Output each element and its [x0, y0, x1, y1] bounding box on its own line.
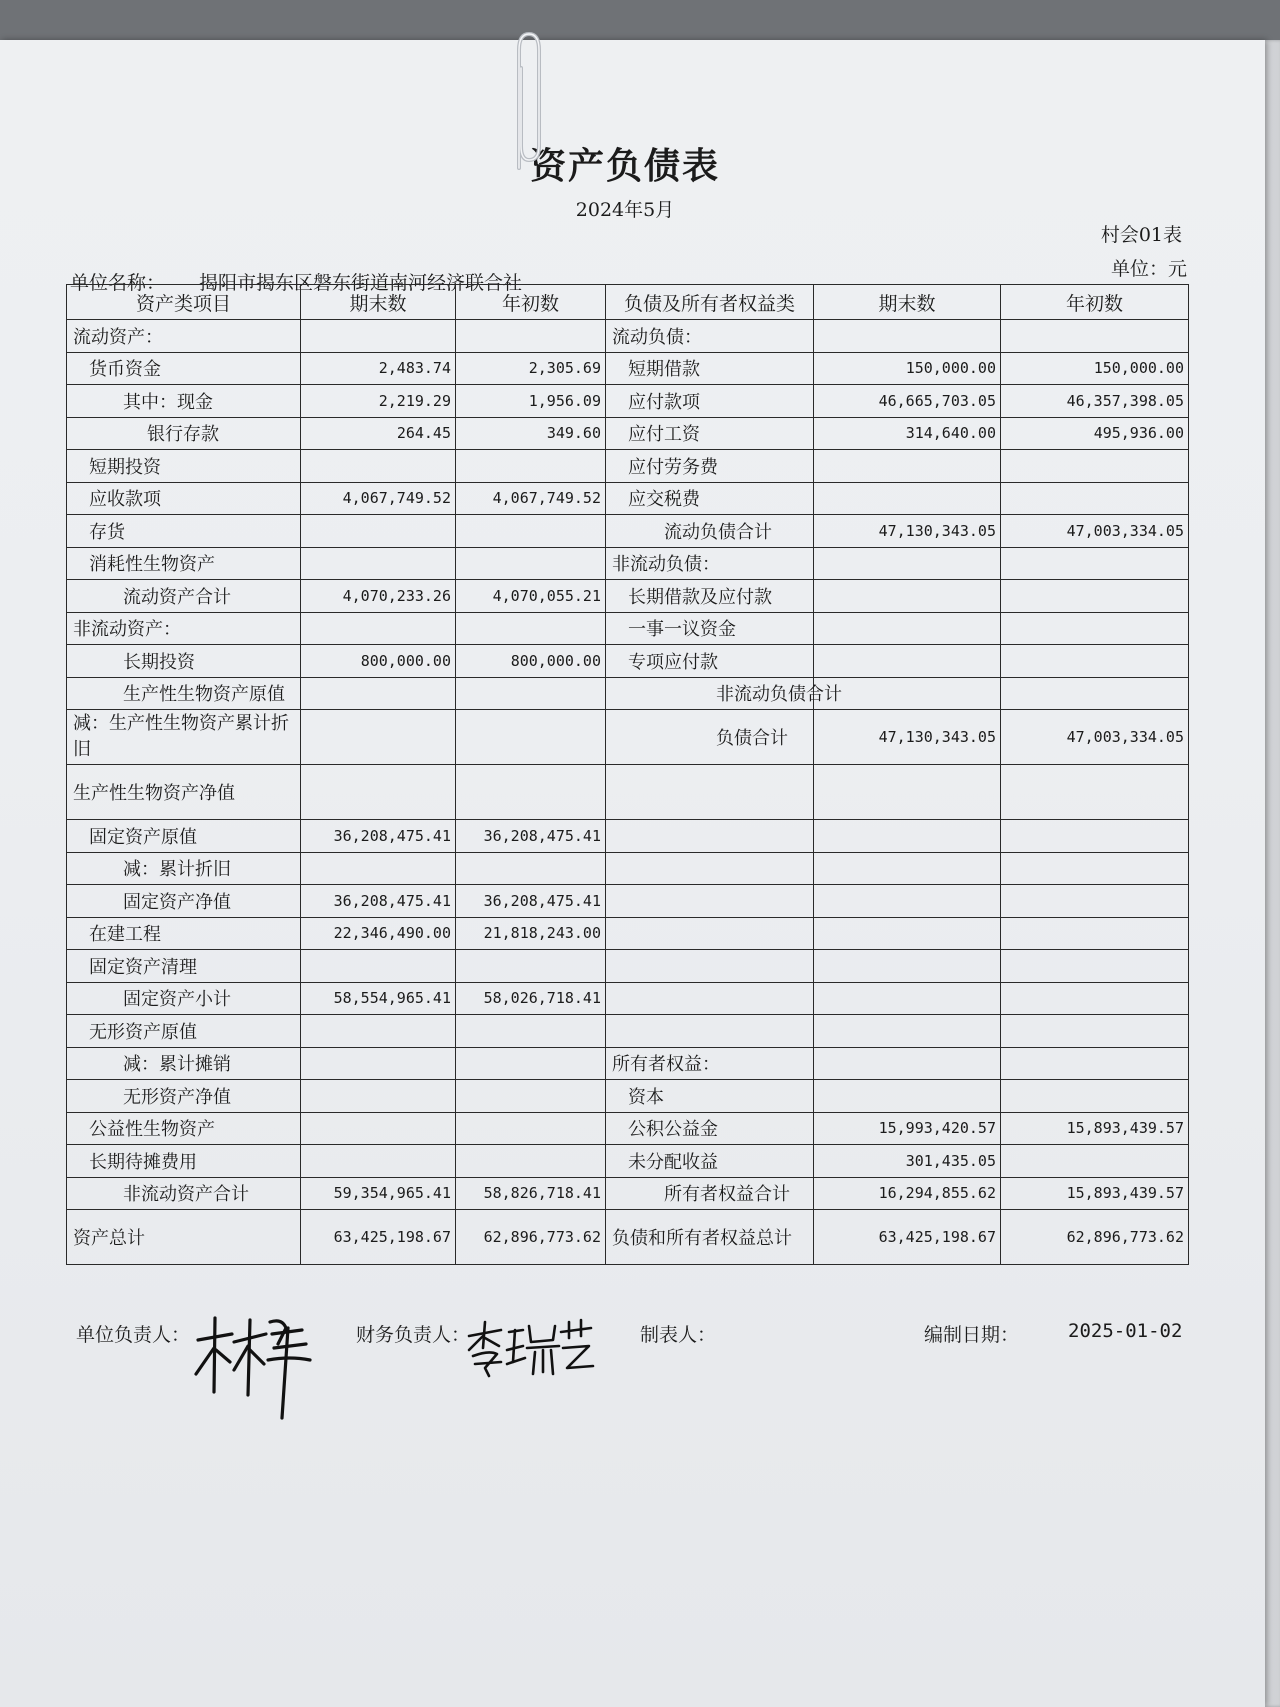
table-row	[67, 982, 1189, 1015]
asset-end-value	[301, 612, 456, 645]
liability-end-value	[814, 482, 1001, 515]
liability-end-value: 47,130,343.05	[814, 710, 1001, 765]
liability-begin-value	[1001, 450, 1189, 483]
asset-begin-value	[456, 765, 606, 820]
finance-signature	[465, 1318, 595, 1380]
asset-begin-value: 36,208,475.41	[456, 820, 606, 853]
liability-end-value	[814, 1080, 1001, 1113]
asset-begin-value	[456, 612, 606, 645]
liability-item-cell: 应付工资	[606, 417, 814, 450]
liability-begin-value	[1001, 1047, 1189, 1080]
liability-item-cell: 一事一议资金	[606, 612, 814, 645]
liability-end-value	[814, 547, 1001, 580]
liability-end-value: 314,640.00	[814, 417, 1001, 450]
asset-begin-value: 2,305.69	[456, 352, 606, 385]
asset-end-value: 59,354,965.41	[301, 1177, 456, 1210]
asset-begin-value: 21,818,243.00	[456, 917, 606, 950]
liability-begin-value	[1001, 852, 1189, 885]
liability-begin-value	[1001, 950, 1189, 983]
asset-end-value: 800,000.00	[301, 645, 456, 678]
prepared-date-value: 2025-01-02	[1068, 1320, 1183, 1342]
liability-item-cell: 流动负债合计	[606, 515, 814, 548]
liability-item-cell	[606, 1015, 814, 1048]
asset-item-cell: 固定资产清理	[67, 950, 301, 983]
table-row	[67, 710, 1189, 765]
header-liability-end: 期末数	[814, 285, 1001, 320]
asset-begin-value	[456, 450, 606, 483]
header-liability-begin: 年初数	[1001, 285, 1189, 320]
liability-end-value: 301,435.05	[814, 1145, 1001, 1178]
asset-begin-value: 58,826,718.41	[456, 1177, 606, 1210]
header-asset-item: 资产类项目	[67, 285, 301, 320]
asset-begin-value: 4,067,749.52	[456, 482, 606, 515]
table-row	[67, 580, 1189, 613]
liability-begin-value	[1001, 547, 1189, 580]
header-liability-item: 负债及所有者权益类	[606, 285, 814, 320]
head-signature	[190, 1300, 315, 1420]
entity-name: 揭阳市揭东区磐东街道南河经济联合社	[199, 272, 523, 294]
liability-item-cell: 长期借款及应付款	[606, 580, 814, 613]
asset-item-cell: 生产性生物资产原值	[67, 677, 301, 710]
asset-begin-value: 1,956.09	[456, 385, 606, 418]
table-row	[67, 1177, 1189, 1210]
liability-begin-value: 150,000.00	[1001, 352, 1189, 385]
asset-item-cell: 固定资产小计	[67, 982, 301, 1015]
table-row	[67, 765, 1189, 820]
asset-item-cell: 长期投资	[67, 645, 301, 678]
asset-item-cell: 无形资产净值	[67, 1080, 301, 1113]
liability-end-value	[814, 885, 1001, 918]
asset-end-value	[301, 1145, 456, 1178]
asset-begin-value	[456, 1112, 606, 1145]
asset-end-value: 63,425,198.67	[301, 1210, 456, 1265]
table-row	[67, 677, 1189, 710]
asset-item-cell: 减：累计摊销	[67, 1047, 301, 1080]
header-asset-end: 期末数	[301, 285, 456, 320]
liability-item-cell: 负债合计	[606, 710, 814, 765]
asset-begin-value	[456, 710, 606, 765]
asset-end-value	[301, 547, 456, 580]
liability-end-value	[814, 320, 1001, 353]
asset-item-cell: 货币资金	[67, 352, 301, 385]
asset-begin-value: 62,896,773.62	[456, 1210, 606, 1265]
table-row	[67, 320, 1189, 353]
table-row	[67, 645, 1189, 678]
asset-end-value: 4,067,749.52	[301, 482, 456, 515]
asset-end-value	[301, 710, 456, 765]
asset-item-cell: 生产性生物资产净值	[67, 765, 301, 820]
liability-begin-value: 46,357,398.05	[1001, 385, 1189, 418]
asset-end-value: 4,070,233.26	[301, 580, 456, 613]
liability-item-cell: 流动负债：	[606, 320, 814, 353]
liability-item-cell: 未分配收益	[606, 1145, 814, 1178]
liability-begin-value	[1001, 645, 1189, 678]
asset-end-value: 58,554,965.41	[301, 982, 456, 1015]
liability-begin-value: 495,936.00	[1001, 417, 1189, 450]
asset-end-value: 22,346,490.00	[301, 917, 456, 950]
liability-end-value: 47,130,343.05	[814, 515, 1001, 548]
asset-end-value: 36,208,475.41	[301, 820, 456, 853]
asset-item-cell: 流动资产：	[67, 320, 301, 353]
asset-item-cell: 非流动资产：	[67, 612, 301, 645]
asset-item-cell: 应收款项	[67, 482, 301, 515]
asset-end-value: 264.45	[301, 417, 456, 450]
asset-begin-value	[456, 1047, 606, 1080]
table-row	[67, 950, 1189, 983]
asset-begin-value	[456, 320, 606, 353]
asset-end-value	[301, 950, 456, 983]
asset-begin-value	[456, 950, 606, 983]
liability-item-cell: 所有者权益：	[606, 1047, 814, 1080]
liability-item-cell	[606, 765, 814, 820]
asset-item-cell: 固定资产净值	[67, 885, 301, 918]
liability-begin-value	[1001, 1080, 1189, 1113]
liability-begin-value	[1001, 320, 1189, 353]
liability-end-value	[814, 765, 1001, 820]
liability-begin-value: 47,003,334.05	[1001, 710, 1189, 765]
liability-begin-value	[1001, 820, 1189, 853]
asset-item-cell: 流动资产合计	[67, 580, 301, 613]
asset-end-value	[301, 852, 456, 885]
liability-end-value: 15,993,420.57	[814, 1112, 1001, 1145]
asset-begin-value	[456, 1145, 606, 1178]
liability-item-cell: 负债和所有者权益总计	[606, 1210, 814, 1265]
table-row	[67, 885, 1189, 918]
liability-end-value	[814, 950, 1001, 983]
liability-end-value	[814, 982, 1001, 1015]
liability-item-cell: 应交税费	[606, 482, 814, 515]
table-row	[67, 820, 1189, 853]
report-period: 2024年5月	[575, 199, 675, 221]
liability-item-cell: 应付劳务费	[606, 450, 814, 483]
liability-item-cell: 非流动负债合计	[606, 677, 814, 710]
liability-item-cell	[606, 917, 814, 950]
asset-item-cell: 存货	[67, 515, 301, 548]
asset-begin-value	[456, 852, 606, 885]
asset-end-value: 2,483.74	[301, 352, 456, 385]
asset-item-cell: 资产总计	[67, 1210, 301, 1265]
asset-end-value	[301, 1047, 456, 1080]
table-row	[67, 1112, 1189, 1145]
balance-sheet-table	[66, 284, 1189, 1265]
liability-item-cell	[606, 885, 814, 918]
liability-end-value	[814, 580, 1001, 613]
asset-end-value	[301, 765, 456, 820]
liability-item-cell: 短期借款	[606, 352, 814, 385]
liability-end-value	[814, 917, 1001, 950]
liability-begin-value	[1001, 482, 1189, 515]
liability-item-cell: 应付款项	[606, 385, 814, 418]
currency-unit: 单位：元	[1110, 258, 1187, 280]
table-row	[67, 385, 1189, 418]
liability-begin-value	[1001, 612, 1189, 645]
liability-end-value	[814, 820, 1001, 853]
liability-begin-value	[1001, 982, 1189, 1015]
asset-end-value	[301, 450, 456, 483]
liability-begin-value: 15,893,439.57	[1001, 1112, 1189, 1145]
asset-end-value	[301, 320, 456, 353]
liability-item-cell	[606, 950, 814, 983]
liability-item-cell	[606, 982, 814, 1015]
liability-end-value	[814, 852, 1001, 885]
table-row	[67, 852, 1189, 885]
paperclip-icon	[505, 28, 545, 178]
liability-item-cell: 所有者权益合计	[606, 1177, 814, 1210]
asset-begin-value: 800,000.00	[456, 645, 606, 678]
liability-item-cell: 公积公益金	[606, 1112, 814, 1145]
liability-begin-value	[1001, 580, 1189, 613]
liability-begin-value	[1001, 765, 1189, 820]
table-row	[67, 1047, 1189, 1080]
form-number: 村会01表	[1100, 224, 1182, 246]
finance-head-label: 财务负责人：	[356, 1324, 471, 1346]
table-row	[67, 1080, 1189, 1113]
liability-begin-value	[1001, 1015, 1189, 1048]
asset-item-cell: 减：生产性生物资产累计折旧	[67, 710, 301, 765]
asset-item-cell: 在建工程	[67, 917, 301, 950]
asset-item-cell: 长期待摊费用	[67, 1145, 301, 1178]
liability-end-value	[814, 645, 1001, 678]
asset-item-cell: 短期投资	[67, 450, 301, 483]
table-row	[67, 482, 1189, 515]
asset-begin-value: 349.60	[456, 417, 606, 450]
asset-begin-value	[456, 515, 606, 548]
table-row	[67, 1210, 1189, 1265]
preparer-label: 制表人：	[640, 1324, 717, 1346]
asset-item-cell: 公益性生物资产	[67, 1112, 301, 1145]
liability-end-value: 63,425,198.67	[814, 1210, 1001, 1265]
asset-begin-value	[456, 1080, 606, 1113]
table-row	[67, 547, 1189, 580]
table-header-row	[67, 285, 1189, 320]
liability-begin-value: 62,896,773.62	[1001, 1210, 1189, 1265]
liability-begin-value	[1001, 1145, 1189, 1178]
asset-item-cell: 无形资产原值	[67, 1015, 301, 1048]
liability-begin-value: 15,893,439.57	[1001, 1177, 1189, 1210]
page-title: 资产负债表	[529, 145, 720, 187]
table-row	[67, 1015, 1189, 1048]
asset-end-value	[301, 677, 456, 710]
asset-end-value	[301, 1112, 456, 1145]
liability-item-cell	[606, 852, 814, 885]
asset-begin-value: 4,070,055.21	[456, 580, 606, 613]
asset-item-cell: 固定资产原值	[67, 820, 301, 853]
liability-end-value	[814, 612, 1001, 645]
liability-end-value: 150,000.00	[814, 352, 1001, 385]
liability-end-value: 16,294,855.62	[814, 1177, 1001, 1210]
asset-end-value: 36,208,475.41	[301, 885, 456, 918]
asset-begin-value: 36,208,475.41	[456, 885, 606, 918]
asset-item-cell: 减：累计折旧	[67, 852, 301, 885]
asset-item-cell: 银行存款	[67, 417, 301, 450]
liability-item-cell: 非流动负债：	[606, 547, 814, 580]
table-row	[67, 1145, 1189, 1178]
header-asset-begin: 年初数	[456, 285, 606, 320]
table-row	[67, 515, 1189, 548]
liability-begin-value: 47,003,334.05	[1001, 515, 1189, 548]
asset-end-value	[301, 1080, 456, 1113]
table-row	[67, 417, 1189, 450]
liability-item-cell: 资本	[606, 1080, 814, 1113]
liability-item-cell	[606, 820, 814, 853]
asset-end-value	[301, 1015, 456, 1048]
asset-end-value: 2,219.29	[301, 385, 456, 418]
asset-begin-value	[456, 1015, 606, 1048]
asset-begin-value	[456, 677, 606, 710]
liability-end-value	[814, 1047, 1001, 1080]
unit-head-label: 单位负责人：	[76, 1324, 191, 1346]
table-row	[67, 450, 1189, 483]
liability-end-value: 46,665,703.05	[814, 385, 1001, 418]
asset-item-cell: 其中：现金	[67, 385, 301, 418]
table-row	[67, 352, 1189, 385]
entity-label: 单位名称：	[70, 272, 166, 294]
liability-item-cell: 专项应付款	[606, 645, 814, 678]
table-row	[67, 612, 1189, 645]
table-row	[67, 917, 1189, 950]
liability-end-value	[814, 450, 1001, 483]
liability-begin-value	[1001, 885, 1189, 918]
asset-begin-value: 58,026,718.41	[456, 982, 606, 1015]
asset-end-value	[301, 515, 456, 548]
asset-item-cell: 非流动资产合计	[67, 1177, 301, 1210]
liability-begin-value	[1001, 677, 1189, 710]
asset-begin-value	[456, 547, 606, 580]
prepared-date-label: 编制日期：	[924, 1324, 1020, 1346]
asset-item-cell: 消耗性生物资产	[67, 547, 301, 580]
liability-begin-value	[1001, 917, 1189, 950]
liability-end-value	[814, 1015, 1001, 1048]
